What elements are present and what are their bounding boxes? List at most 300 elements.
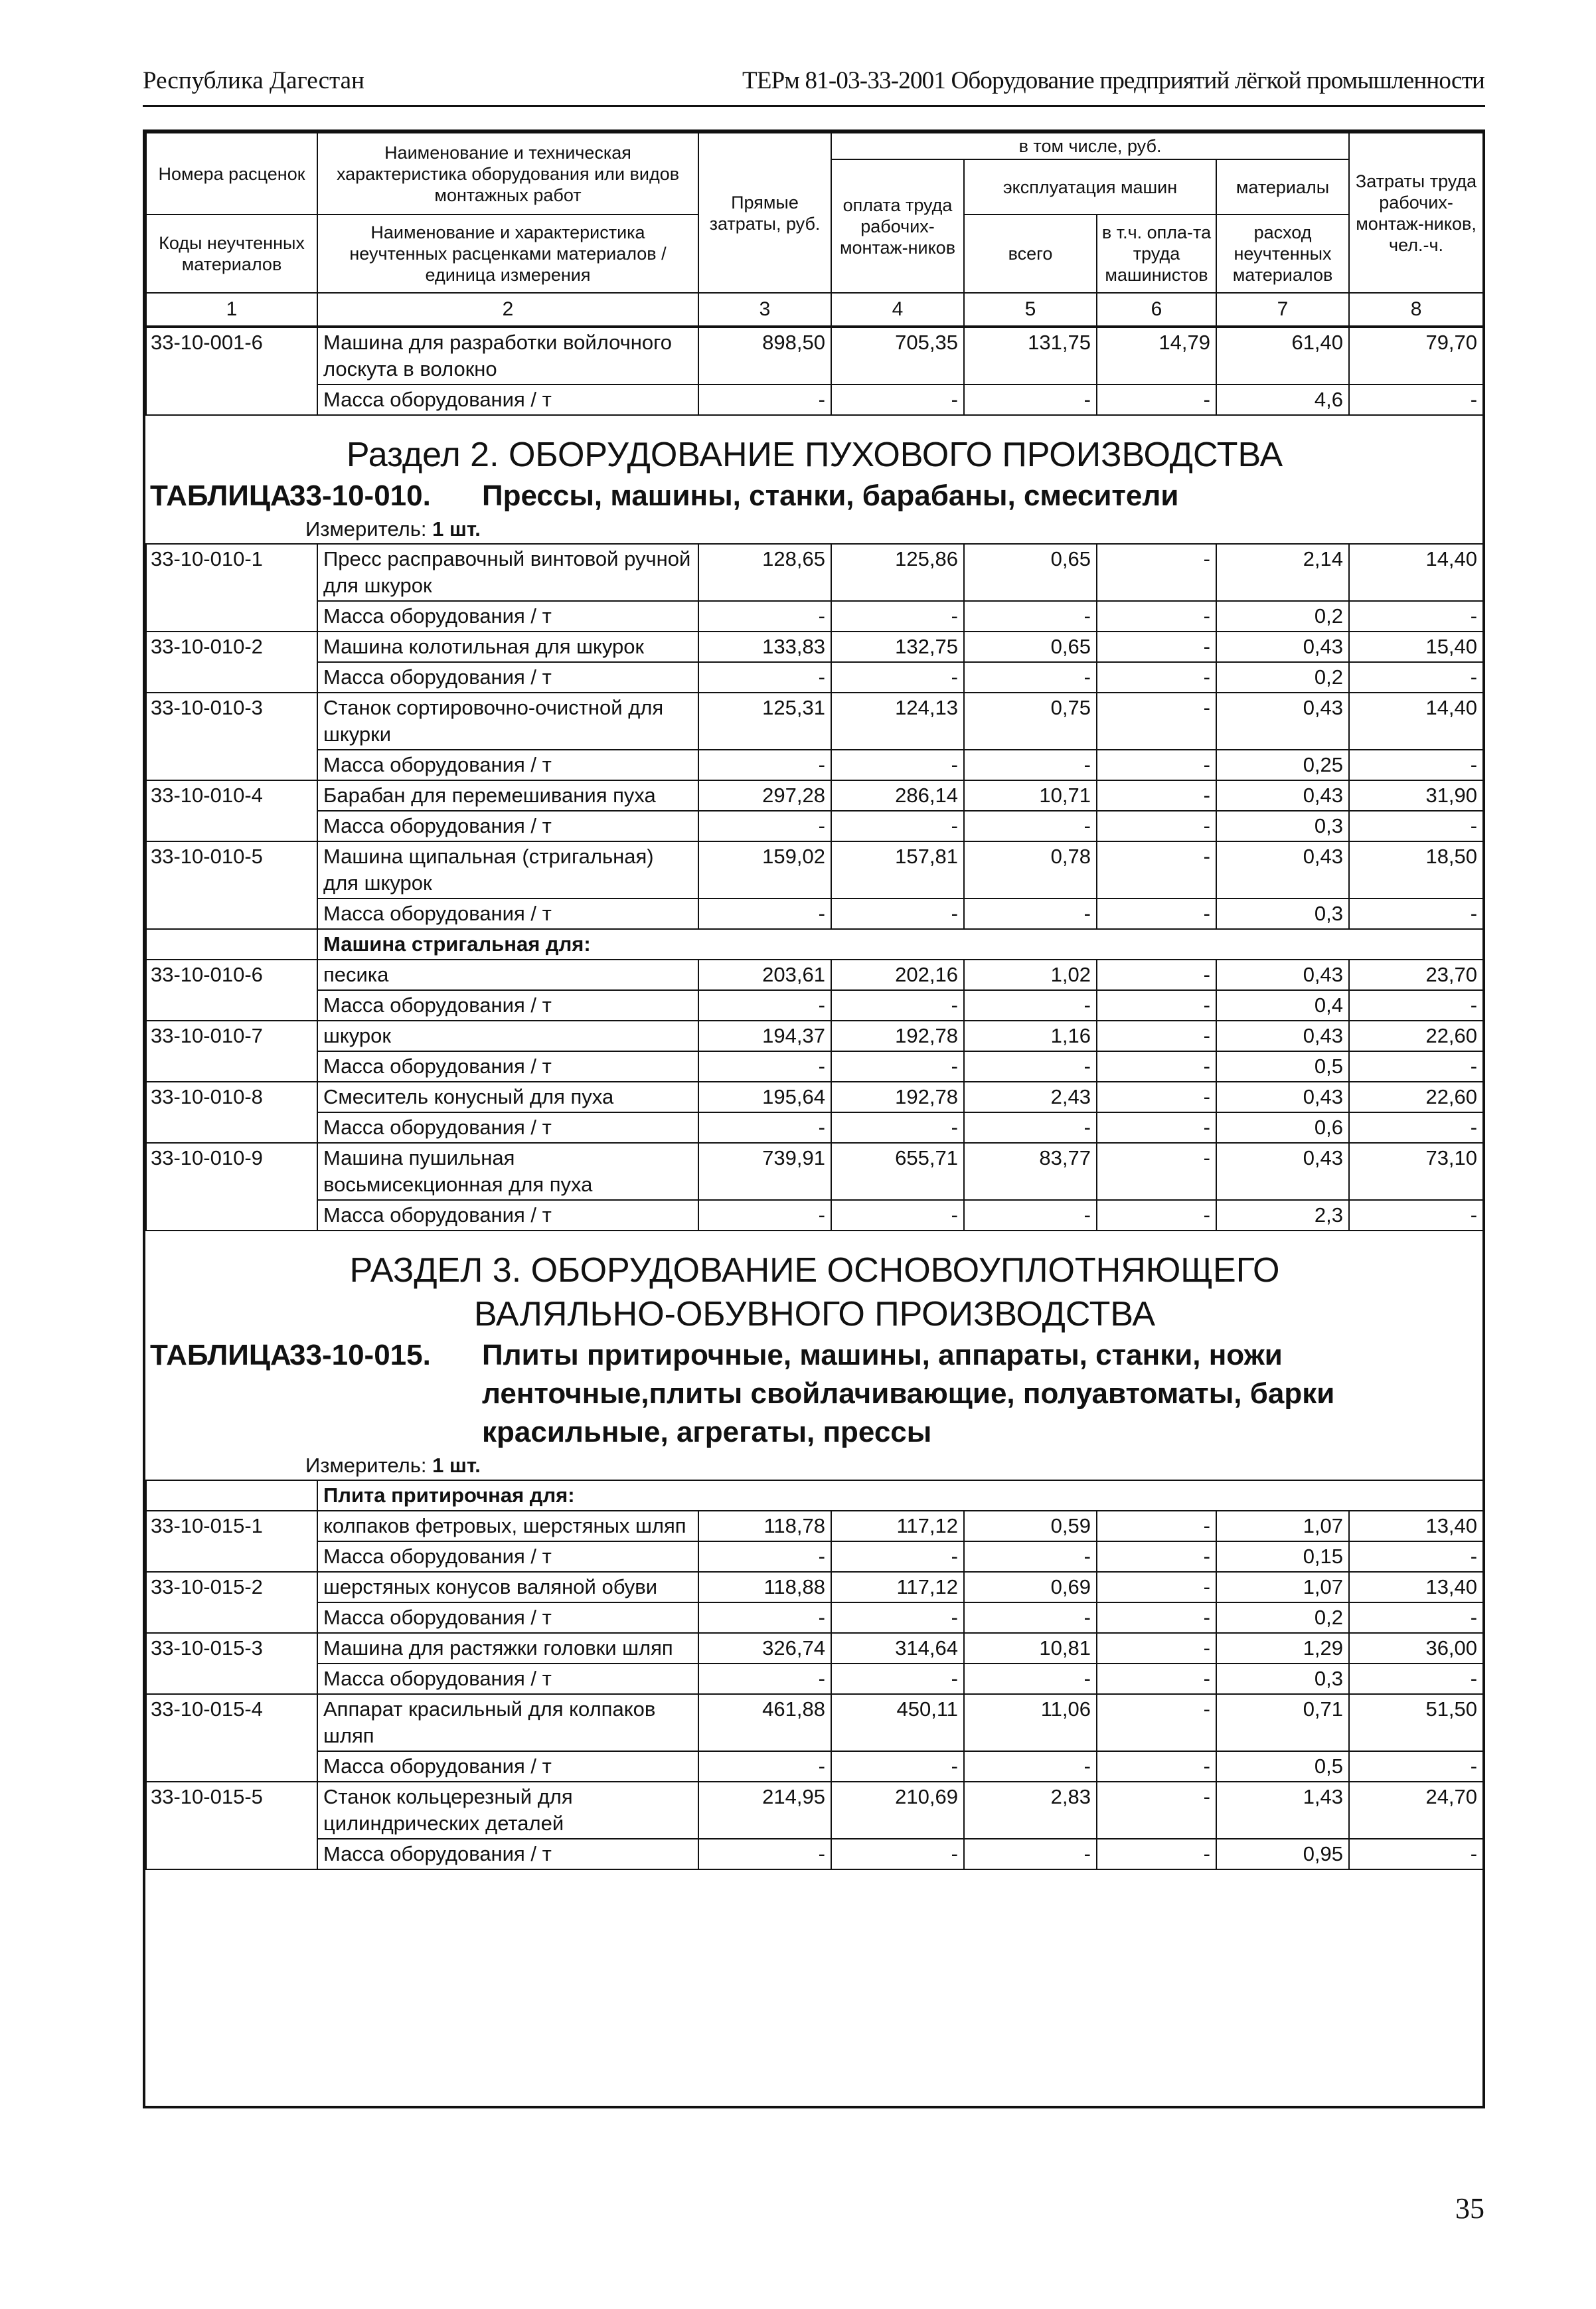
rate-code: 33-10-010-8: [146, 1082, 317, 1143]
table-description: Прессы, машины, станки, барабаны, смесители: [482, 479, 1179, 512]
rate-code: 33-10-010-5: [146, 841, 317, 929]
cell-value: 10,81: [964, 1633, 1097, 1664]
subheading-row: [146, 929, 1483, 960]
table-label: ТАБЛИЦА: [150, 1339, 291, 1371]
mass-row: [146, 811, 1483, 841]
cell-value: 1,07: [1216, 1511, 1349, 1541]
mass-value: 0,2: [1216, 601, 1349, 632]
mass-label: Масса оборудования / т: [317, 990, 698, 1021]
table-row: [146, 1143, 1483, 1200]
mass-value: -: [698, 811, 831, 841]
mass-value: -: [698, 898, 831, 929]
table-row: [146, 1782, 1483, 1839]
mass-label: Масса оборудования / т: [317, 1751, 698, 1782]
mass-value: -: [698, 601, 831, 632]
cell-value: -: [1097, 1572, 1216, 1602]
cell-value: 14,40: [1349, 693, 1483, 750]
table-33-10-010-title-row: [146, 477, 1483, 515]
cell-value: -: [1097, 1694, 1216, 1751]
mass-value: 0,3: [1216, 898, 1349, 929]
mass-row: [146, 990, 1483, 1021]
cell-value: 0,43: [1216, 632, 1349, 662]
mass-value: -: [964, 990, 1097, 1021]
mass-value: -: [1097, 1541, 1216, 1572]
mass-label: Масса оборудования / т: [317, 662, 698, 693]
rate-code: 33-10-015-4: [146, 1694, 317, 1782]
cell-value: 31,90: [1349, 780, 1483, 811]
mass-value: -: [698, 1751, 831, 1782]
materials-caption: материалы: [1216, 159, 1349, 214]
measure-row: [146, 515, 1483, 544]
mass-value: -: [698, 385, 831, 415]
mass-row: [146, 1112, 1483, 1143]
item-name: колпаков фетровых, шерстяных шляп: [317, 1511, 698, 1541]
mass-value: 0,3: [1216, 811, 1349, 841]
cell-value: 286,14: [831, 780, 964, 811]
column-number-row: [146, 293, 1483, 327]
cell-value: 51,50: [1349, 1694, 1483, 1751]
cell-value: 202,16: [831, 960, 964, 990]
cell-value: 461,88: [698, 1694, 831, 1751]
cell-value: 655,71: [831, 1143, 964, 1200]
mass-label: Масса оборудования / т: [317, 1541, 698, 1572]
section-2-title-row: [146, 415, 1483, 477]
col5-caption: всего: [964, 214, 1097, 293]
rate-code: 33-10-015-2: [146, 1572, 317, 1633]
item-name: Машина для разработки войлочного лоскута в волокно: [317, 327, 698, 385]
cell-value: 0,65: [964, 544, 1097, 601]
rate-code: 33-10-001-6: [146, 327, 317, 415]
mass-label: Масса оборудования / т: [317, 898, 698, 929]
cell-value: 14,40: [1349, 544, 1483, 601]
cell-value: 0,43: [1216, 780, 1349, 811]
col-number: 4: [831, 293, 964, 327]
price-table: [145, 132, 1484, 1870]
col-number: 3: [698, 293, 831, 327]
cell-value: -: [1097, 1511, 1216, 1541]
cell-value: 22,60: [1349, 1082, 1483, 1112]
mass-value: -: [1349, 601, 1483, 632]
rate-code: 33-10-010-2: [146, 632, 317, 693]
mass-label: Масса оборудования / т: [317, 1112, 698, 1143]
mass-row: [146, 1839, 1483, 1869]
measure-value: 1 шт.: [432, 517, 481, 541]
mass-row: [146, 1602, 1483, 1633]
mass-value: 0,2: [1216, 662, 1349, 693]
mass-value: -: [698, 1839, 831, 1869]
rate-code: 33-10-010-4: [146, 780, 317, 841]
mass-value: -: [964, 1112, 1097, 1143]
rate-code: 33-10-010-7: [146, 1021, 317, 1082]
cell-value: 1,16: [964, 1021, 1097, 1051]
cell-value: 0,43: [1216, 1082, 1349, 1112]
mass-value: -: [831, 1839, 964, 1869]
mass-value: 0,3: [1216, 1664, 1349, 1694]
item-name: Станок кольцерезный для цилиндрических деталей: [317, 1782, 698, 1839]
table-label: ТАБЛИЦА: [150, 479, 291, 512]
mass-value: -: [1097, 811, 1216, 841]
mass-value: -: [831, 385, 964, 415]
mass-value: -: [831, 1602, 964, 1633]
mass-value: -: [831, 1541, 964, 1572]
cell-value: 13,40: [1349, 1572, 1483, 1602]
cell-value: 1,02: [964, 960, 1097, 990]
cell-value: 210,69: [831, 1782, 964, 1839]
measure-row: [146, 1452, 1483, 1480]
item-name: Аппарат красильный для колпаков шляп: [317, 1694, 698, 1751]
col-number: 8: [1349, 293, 1483, 327]
mass-value: -: [964, 811, 1097, 841]
cell-value: 0,65: [964, 632, 1097, 662]
mass-label: Масса оборудования / т: [317, 1200, 698, 1231]
cell-value: -: [1097, 841, 1216, 898]
cell-value: 0,78: [964, 841, 1097, 898]
cell-value: 0,43: [1216, 960, 1349, 990]
cell-value: 0,75: [964, 693, 1097, 750]
cell-value: 118,78: [698, 1511, 831, 1541]
mass-label: Масса оборудования / т: [317, 1839, 698, 1869]
cell-value: 132,75: [831, 632, 964, 662]
col-number: 7: [1216, 293, 1349, 327]
measure-unit: [146, 1452, 1483, 1480]
cell-value: 24,70: [1349, 1782, 1483, 1839]
measure-label: Измеритель:: [305, 1454, 427, 1477]
cell-value: 18,50: [1349, 841, 1483, 898]
cell-value: 192,78: [831, 1082, 964, 1112]
mass-value: -: [831, 662, 964, 693]
mass-value: -: [698, 1112, 831, 1143]
col4-caption: оплата труда рабочих-монтаж-ников: [831, 159, 964, 293]
cell-value: 22,60: [1349, 1021, 1483, 1051]
mass-value: -: [1097, 750, 1216, 780]
item-name: Машина щипальная (стригальная) для шкурок: [317, 841, 698, 898]
mass-value: -: [831, 601, 964, 632]
table-row: [146, 693, 1483, 750]
cell-value: 739,91: [698, 1143, 831, 1200]
mass-value: -: [964, 601, 1097, 632]
mass-value: -: [1097, 1200, 1216, 1231]
cell-value: 0,69: [964, 1572, 1097, 1602]
table-number: 33-10-010.: [289, 479, 431, 512]
mass-value: -: [831, 1751, 964, 1782]
cell-value: 118,88: [698, 1572, 831, 1602]
cell-value: 1,29: [1216, 1633, 1349, 1664]
table-row: [146, 1572, 1483, 1602]
cell-value: 36,00: [1349, 1633, 1483, 1664]
section-title: Раздел 2. ОБОРУДОВАНИЕ ПУХОВОГО ПРОИЗВОДСТВА: [346, 436, 1283, 474]
mass-value: -: [1349, 898, 1483, 929]
mass-value: -: [1097, 1602, 1216, 1633]
cell-value: 117,12: [831, 1511, 964, 1541]
mass-value: -: [1349, 811, 1483, 841]
rate-code: 33-10-015-1: [146, 1511, 317, 1572]
table-row: [146, 1511, 1483, 1541]
mass-row: [146, 1664, 1483, 1694]
mass-value: -: [1349, 1751, 1483, 1782]
mass-row: [146, 1541, 1483, 1572]
mass-value: -: [964, 1051, 1097, 1082]
mass-value: -: [1349, 1839, 1483, 1869]
mass-value: -: [964, 1541, 1097, 1572]
cell-value: 203,61: [698, 960, 831, 990]
mass-value: -: [1097, 1664, 1216, 1694]
cell-value: 0,71: [1216, 1694, 1349, 1751]
col-number: 2: [317, 293, 698, 327]
measure-value: 1 шт.: [432, 1454, 481, 1477]
cell-value: 10,71: [964, 780, 1097, 811]
mass-value: 0,95: [1216, 1839, 1349, 1869]
mass-value: -: [1097, 1839, 1216, 1869]
cell-value: 125,31: [698, 693, 831, 750]
mass-value: 0,4: [1216, 990, 1349, 1021]
cell-value: -: [1097, 1782, 1216, 1839]
mass-row: [146, 601, 1483, 632]
mass-value: -: [1349, 1112, 1483, 1143]
cell-value: 214,95: [698, 1782, 831, 1839]
mass-value: -: [964, 1602, 1097, 1633]
mass-value: -: [831, 1051, 964, 1082]
cell-value: 124,13: [831, 693, 964, 750]
mass-row: [146, 1751, 1483, 1782]
mass-value: -: [698, 750, 831, 780]
cell-value: 61,40: [1216, 327, 1349, 385]
mass-label: Масса оборудования / т: [317, 750, 698, 780]
mass-value: -: [1097, 990, 1216, 1021]
mass-value: -: [964, 1664, 1097, 1694]
mass-value: -: [1097, 601, 1216, 632]
col2-caption-top: Наименование и техническая характеристика оборудования или видов монтажных работ: [317, 133, 698, 214]
subheading: Машина стригальная для:: [317, 929, 1483, 960]
subheading-row: [146, 1480, 1483, 1511]
mass-value: -: [1349, 1541, 1483, 1572]
table-row: [146, 632, 1483, 662]
mass-row: [146, 662, 1483, 693]
col-number: 1: [146, 293, 317, 327]
rate-code: 33-10-015-3: [146, 1633, 317, 1694]
cell-value: 131,75: [964, 327, 1097, 385]
col7-caption: расход неучтенных материалов: [1216, 214, 1349, 293]
mass-value: -: [831, 1200, 964, 1231]
cell-value: 125,86: [831, 544, 964, 601]
mass-label: Масса оборудования / т: [317, 1051, 698, 1082]
cell-value: 1,07: [1216, 1572, 1349, 1602]
cell-value: 128,65: [698, 544, 831, 601]
rate-code: 33-10-010-1: [146, 544, 317, 632]
mass-value: -: [1097, 385, 1216, 415]
running-header-left: Республика Дагестан: [143, 67, 364, 94]
subheading: Плита притирочная для:: [317, 1480, 1483, 1511]
mass-row: [146, 898, 1483, 929]
table-row: [146, 841, 1483, 898]
mass-value: 0,15: [1216, 1541, 1349, 1572]
table-number: 33-10-015.: [289, 1339, 431, 1371]
cell-value: -: [1097, 544, 1216, 601]
price-table-frame: [143, 129, 1485, 2108]
mass-value: 0,6: [1216, 1112, 1349, 1143]
table-row: [146, 1082, 1483, 1112]
cell-value: 0,43: [1216, 1143, 1349, 1200]
mass-label: Масса оборудования / т: [317, 1664, 698, 1694]
item-name: Пресс расправочный винтовой ручной для шкурок: [317, 544, 698, 601]
cell-value: 2,14: [1216, 544, 1349, 601]
col-number: 5: [964, 293, 1097, 327]
cell-value: -: [1097, 693, 1216, 750]
item-name: шерстяных конусов валяной обуви: [317, 1572, 698, 1602]
mass-value: -: [831, 1112, 964, 1143]
mass-row: [146, 1200, 1483, 1231]
rate-code: 33-10-015-5: [146, 1782, 317, 1869]
cell-value: 0,59: [964, 1511, 1097, 1541]
mass-value: -: [831, 1664, 964, 1694]
cell-value: 898,50: [698, 327, 831, 385]
mass-value: -: [964, 385, 1097, 415]
cell-value: 314,64: [831, 1633, 964, 1664]
cell-value: 0,43: [1216, 841, 1349, 898]
mass-value: -: [1097, 1751, 1216, 1782]
table-row: [146, 544, 1483, 601]
col8-caption: Затраты труда рабочих-монтаж-ников, чел.-ч.: [1349, 133, 1483, 293]
item-name: Машина пушильная восьмисекционная для пуха: [317, 1143, 698, 1200]
mass-value: -: [831, 750, 964, 780]
mass-value: -: [1349, 662, 1483, 693]
mass-label: Масса оборудования / т: [317, 601, 698, 632]
cell-value: 157,81: [831, 841, 964, 898]
table-description: Плиты притирочные, машины, аппараты, станки, ножи ленточные,плиты свойлачивающие, полуавтоматы, барки красильные, агрегаты, прессы: [482, 1339, 1335, 1448]
cell-value: 15,40: [1349, 632, 1483, 662]
mass-value: -: [1349, 1602, 1483, 1633]
mass-value: -: [831, 990, 964, 1021]
header-rule: [143, 105, 1485, 107]
mass-value: -: [698, 990, 831, 1021]
mass-value: -: [831, 811, 964, 841]
table-title: [146, 477, 1483, 515]
col1-caption-top: Номера расценок: [146, 133, 317, 214]
mass-value: 0,5: [1216, 1051, 1349, 1082]
cell-value: 79,70: [1349, 327, 1483, 385]
mass-value: -: [1097, 662, 1216, 693]
cell-value: 14,79: [1097, 327, 1216, 385]
cell-value: 13,40: [1349, 1511, 1483, 1541]
table-title: [146, 1336, 1483, 1452]
cell-value: -: [1097, 1633, 1216, 1664]
mass-value: -: [1097, 898, 1216, 929]
cell-value: 192,78: [831, 1021, 964, 1051]
mass-value: 0,25: [1216, 750, 1349, 780]
mass-value: -: [1349, 1664, 1483, 1694]
cell-value: 133,83: [698, 632, 831, 662]
mass-label: Масса оборудования / т: [317, 385, 698, 415]
cell-value: 73,10: [1349, 1143, 1483, 1200]
mass-value: -: [964, 898, 1097, 929]
cell-value: 117,12: [831, 1572, 964, 1602]
mass-row: [146, 1051, 1483, 1082]
mass-value: -: [964, 1751, 1097, 1782]
cell-value: 297,28: [698, 780, 831, 811]
item-name: Машина колотильная для шкурок: [317, 632, 698, 662]
mass-row: [146, 385, 1483, 415]
cell-value: 705,35: [831, 327, 964, 385]
mass-value: -: [698, 662, 831, 693]
mass-value: -: [698, 1664, 831, 1694]
cell-value: -: [1097, 1143, 1216, 1200]
col3-caption: Прямые затраты, руб.: [698, 133, 831, 293]
mass-value: -: [831, 898, 964, 929]
item-name: Барабан для перемешивания пуха: [317, 780, 698, 811]
section-3-title-row: [146, 1231, 1483, 1336]
cell-value: 1,43: [1216, 1782, 1349, 1839]
mass-value: 2,3: [1216, 1200, 1349, 1231]
item-name: шкурок: [317, 1021, 698, 1051]
col6-caption: в т.ч. опла-та труда машинистов: [1097, 214, 1216, 293]
mass-value: -: [698, 1602, 831, 1633]
table-row: [146, 327, 1483, 385]
cell-value: -: [1097, 780, 1216, 811]
item-name: Смеситель конусный для пуха: [317, 1082, 698, 1112]
group-caption: в том числе, руб.: [831, 133, 1349, 159]
page-number: 35: [1455, 2192, 1484, 2225]
cell-value: -: [1097, 632, 1216, 662]
section-title-line: ВАЛЯЛЬНО-ОБУВНОГО ПРОИЗВОДСТВА: [473, 1295, 1156, 1333]
mass-value: -: [1349, 750, 1483, 780]
mass-value: -: [698, 1541, 831, 1572]
cell-value: -: [1097, 1082, 1216, 1112]
rate-code: 33-10-010-3: [146, 693, 317, 780]
mass-value: -: [964, 1839, 1097, 1869]
item-name: песика: [317, 960, 698, 990]
cell-value: 159,02: [698, 841, 831, 898]
column-caption-row: [146, 133, 1483, 159]
rate-code: 33-10-010-6: [146, 960, 317, 1021]
mass-row: [146, 750, 1483, 780]
section-title: [146, 1231, 1483, 1336]
mass-value: 0,5: [1216, 1751, 1349, 1782]
machines-caption: эксплуатация машин: [964, 159, 1216, 214]
table-row: [146, 780, 1483, 811]
mass-label: Масса оборудования / т: [317, 811, 698, 841]
cell-value: 0,43: [1216, 1021, 1349, 1051]
cell-value: 11,06: [964, 1694, 1097, 1751]
running-header-right: ТЕРм 81-03-33-2001 Оборудование предприятий лёгкой промышленности: [742, 67, 1484, 94]
cell-value: 0,43: [1216, 693, 1349, 750]
cell-value: 23,70: [1349, 960, 1483, 990]
mass-value: 4,6: [1216, 385, 1349, 415]
cell-value: 194,37: [698, 1021, 831, 1051]
cell-value: 326,74: [698, 1633, 831, 1664]
item-name: Станок сортировочно-очистной для шкурки: [317, 693, 698, 750]
cell-value: -: [1097, 1021, 1216, 1051]
table-33-10-015-title-row: [146, 1336, 1483, 1452]
mass-value: -: [964, 1200, 1097, 1231]
mass-value: -: [1349, 990, 1483, 1021]
mass-value: -: [698, 1200, 831, 1231]
table-row: [146, 960, 1483, 990]
rate-code: 33-10-010-9: [146, 1143, 317, 1231]
section-title-line: РАЗДЕЛ 3. ОБОРУДОВАНИЕ ОСНОВОУПЛОТНЯЮЩЕГО: [349, 1251, 1280, 1290]
table-row: [146, 1021, 1483, 1051]
mass-value: -: [1349, 385, 1483, 415]
cell-value: 450,11: [831, 1694, 964, 1751]
mass-value: -: [1097, 1051, 1216, 1082]
cell-value: 2,83: [964, 1782, 1097, 1839]
mass-value: -: [1349, 1200, 1483, 1231]
mass-value: 0,2: [1216, 1602, 1349, 1633]
col-number: 6: [1097, 293, 1216, 327]
mass-value: -: [964, 750, 1097, 780]
item-name: Машина для растяжки головки шляп: [317, 1633, 698, 1664]
mass-value: -: [964, 662, 1097, 693]
table-row: [146, 1694, 1483, 1751]
col2-caption-bottom: Наименование и характеристика неучтенных расценками материалов / единица измерения: [317, 214, 698, 293]
